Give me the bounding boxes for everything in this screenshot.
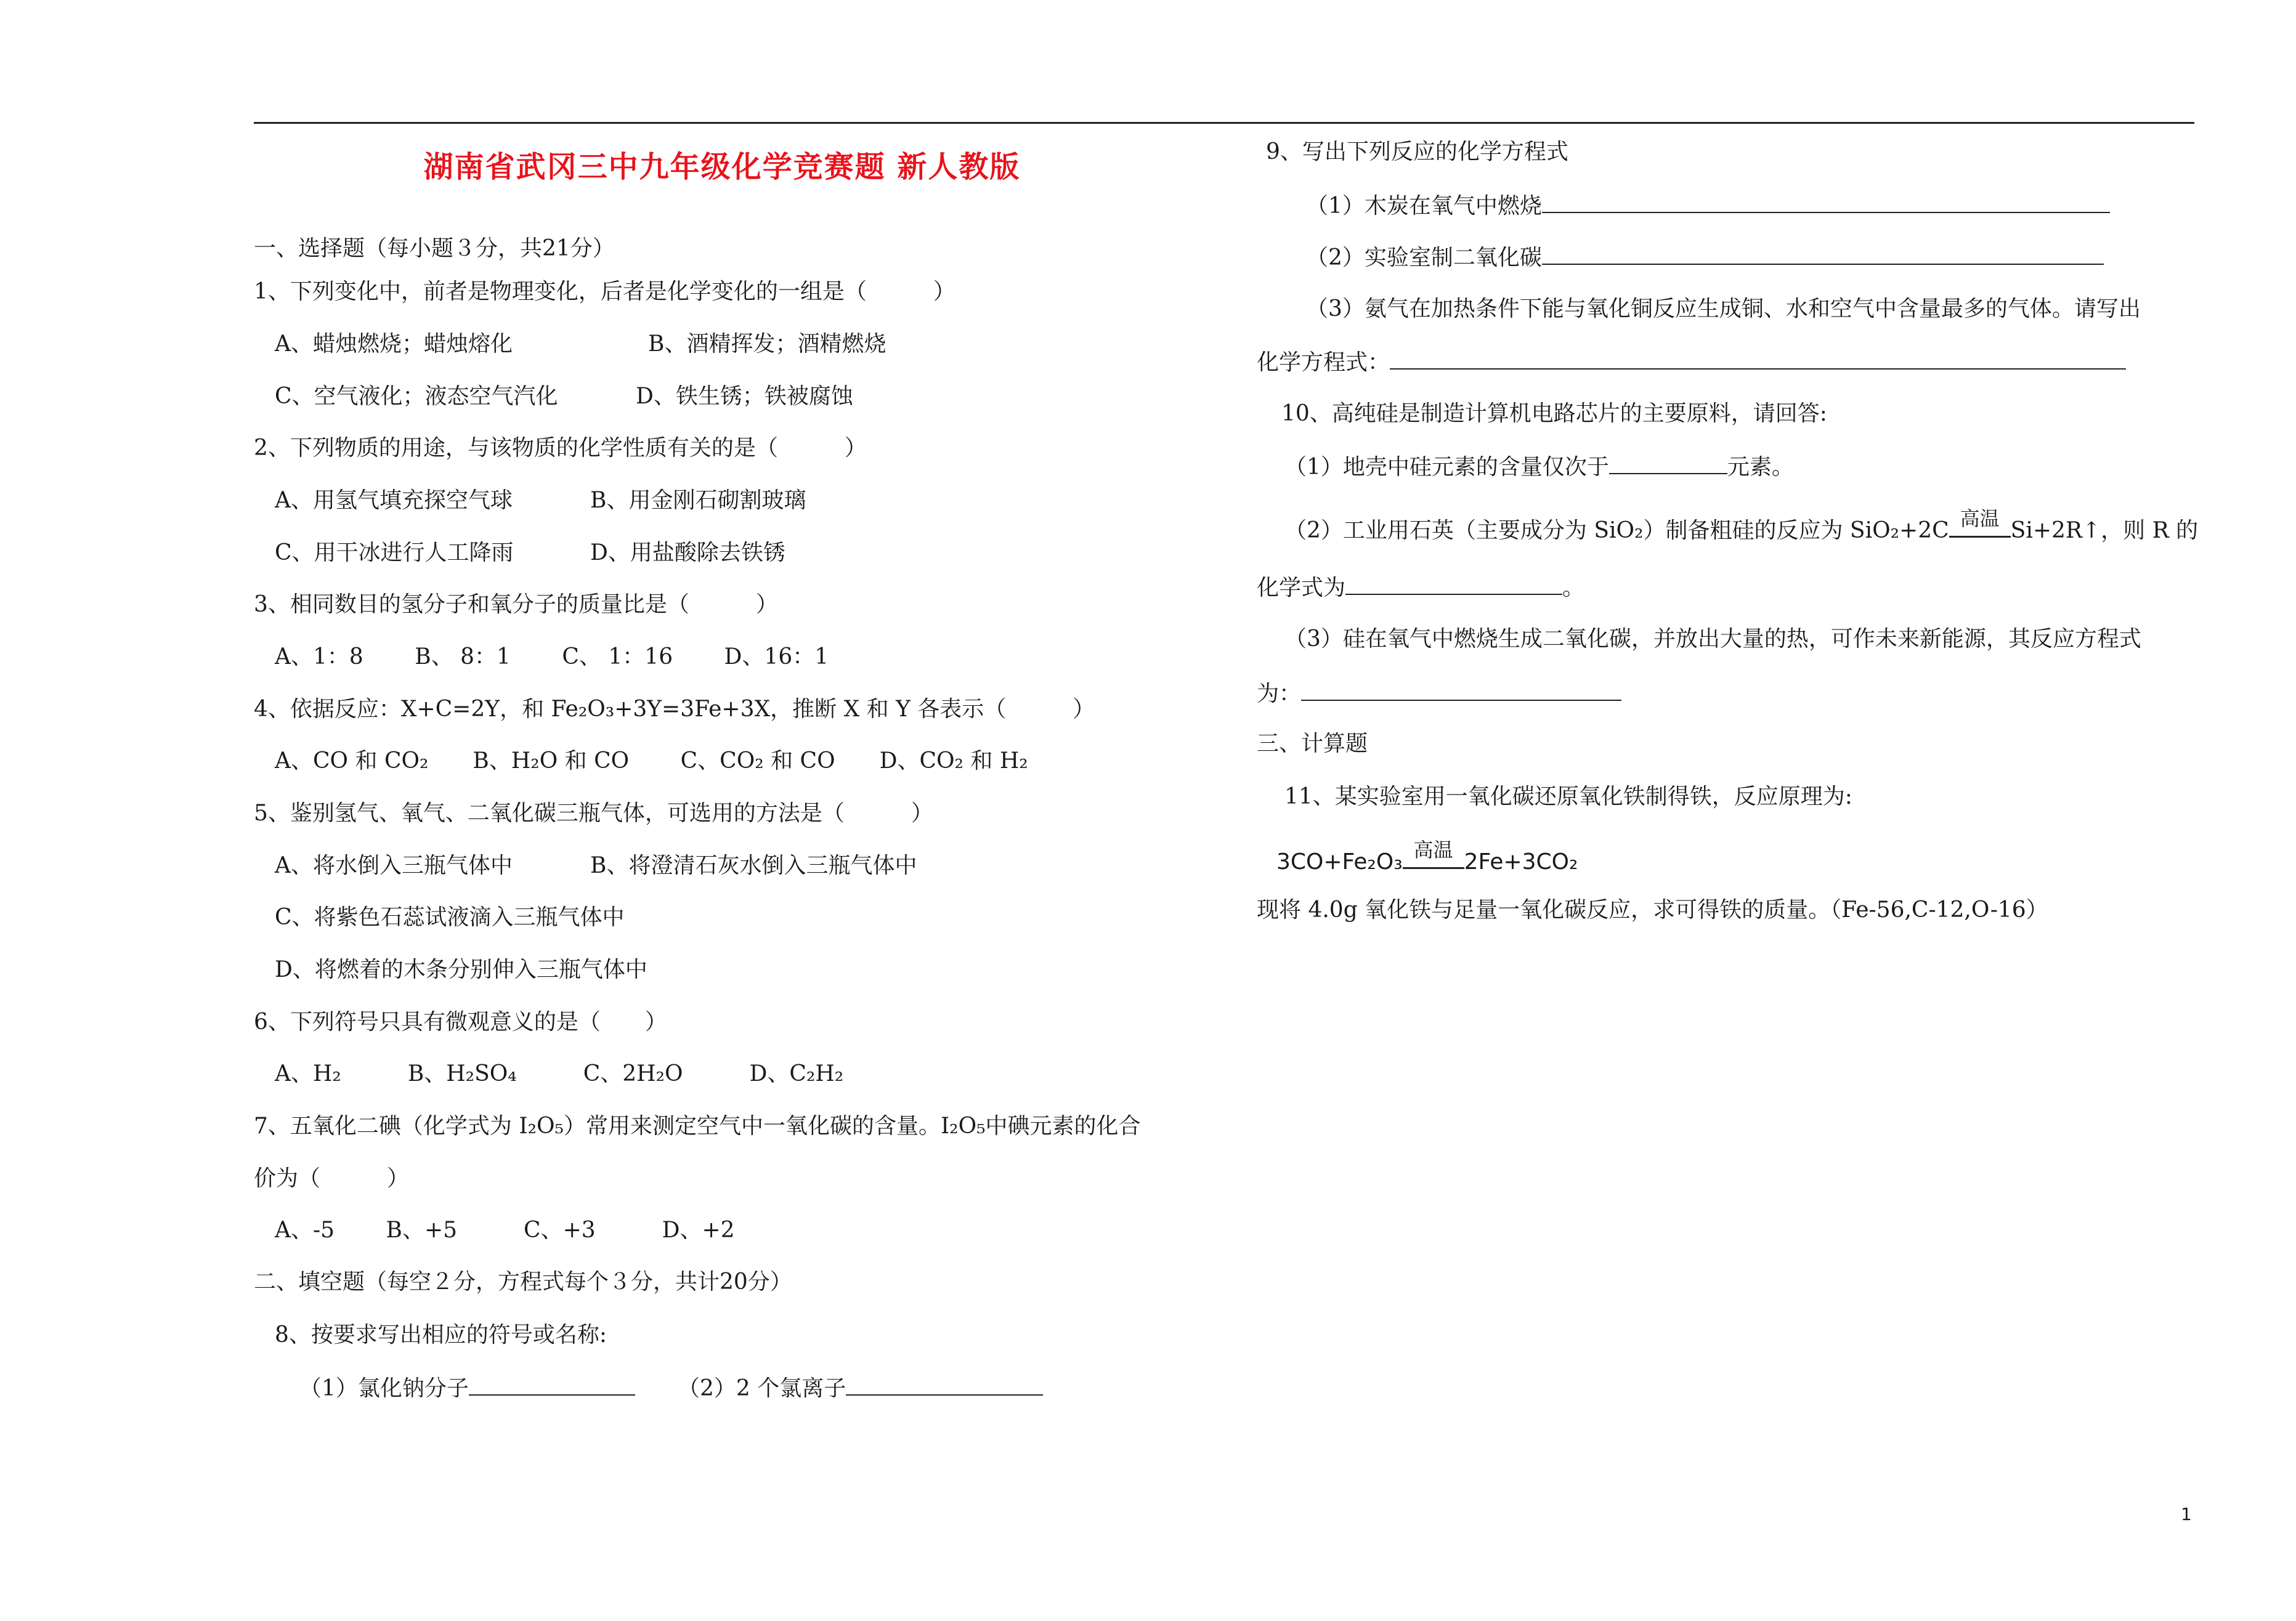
option-text: D、将燃着的木条分别伸入三瓶气体中 <box>275 957 647 982</box>
section-heading: 一、选择题（每小题３分，共21分） <box>254 236 615 261</box>
option-text: D、用盐酸除去铁锈 <box>590 540 785 565</box>
option-text: B、用金刚石砌割玻璃 <box>590 488 806 513</box>
page-number: 1 <box>2181 1504 2192 1524</box>
header-rule <box>254 122 2194 124</box>
prompt-text: 化学方程式： <box>1257 350 1390 375</box>
options-line: A、1：8 B、 8：1 C、 1：16 D、16：1 <box>275 644 829 669</box>
prompt-text: （1）地壳中硅元素的含量仅次于 <box>1284 455 1609 480</box>
question-text: 1、下列变化中，前者是物理变化，后者是化学变化的一组是（ ） <box>254 279 955 304</box>
prompt-text: （2）实验室制二氧化碳 <box>1306 245 1542 270</box>
reaction-condition: 高温 <box>1413 838 1453 862</box>
reaction-equation <box>1276 838 1578 876</box>
fill-blank-line <box>1257 573 1584 602</box>
option-text: A、将水倒入三瓶气体中 <box>275 853 513 878</box>
prompt-text: 。 <box>1562 575 1585 600</box>
answer-blank[interactable] <box>1301 679 1621 701</box>
options-line: A、H₂ B、H₂SO₄ C、2H₂O D、C₂H₂ <box>275 1061 844 1086</box>
reaction-condition: 高温 <box>1960 507 2000 530</box>
fill-blank-line <box>299 1373 635 1402</box>
fill-blank-line <box>678 1373 1043 1402</box>
question-text: 11、某实验室用一氧化碳还原氧化铁制得铁，反应原理为: <box>1284 784 1852 809</box>
prompt-text: 化学式为 <box>1257 575 1346 600</box>
answer-blank[interactable] <box>1542 191 2110 213</box>
answer-blank[interactable] <box>1390 347 2126 370</box>
answer-blank[interactable] <box>469 1373 635 1396</box>
option-text: B、酒精挥发；酒精燃烧 <box>648 331 886 357</box>
question-text: 7、五氧化二碘（化学式为 I₂O₅）常用来测定空气中一氧化碳的含量。I₂O₅中碘元素的化合 <box>254 1114 1141 1139</box>
question-text: 6、下列符号只具有微观意义的是（ ） <box>254 1009 667 1035</box>
question-text: 4、依据反应：X+C=2Y，和 Fe₂O₃+3Y=3Fe+3X，推断 X 和 Y 各表示（ ） <box>254 697 1095 722</box>
fill-blank-line <box>1306 191 2110 220</box>
fill-blank-line <box>1284 452 1794 481</box>
question-text: 5、鉴别氢气、氧气、二氧化碳三瓶气体，可选用的方法是（ ） <box>254 801 933 826</box>
prompt-text: 元素。 <box>1727 455 1794 480</box>
question-text: 8、按要求写出相应的符号或名称: <box>275 1322 607 1348</box>
answer-blank[interactable] <box>846 1373 1043 1396</box>
fill-blank-line <box>1257 679 1621 708</box>
option-text: D、铁生锈；铁被腐蚀 <box>636 384 853 409</box>
question-text: 9、写出下列反应的化学方程式 <box>1266 139 1568 164</box>
answer-blank[interactable] <box>1542 243 2104 265</box>
section-heading: 三、计算题 <box>1257 731 1368 756</box>
prompt-text: （2）工业用石英（主要成分为 SiO₂）制备粗硅的反应为 SiO₂+2C <box>1284 518 1949 543</box>
prompt-text: （1）木炭在氧气中燃烧 <box>1306 193 1542 219</box>
question-text: 价为（ ） <box>254 1166 410 1191</box>
option-text: C、空气液化；液态空气汽化 <box>275 384 558 409</box>
reaction-arrow <box>1403 838 1464 869</box>
fill-blank-line <box>1257 347 2126 376</box>
question-text <box>1284 507 2199 544</box>
reaction-arrow <box>1949 507 2011 538</box>
question-text: 10、高纯硅是制造计算机电路芯片的主要原料，请回答: <box>1281 401 1827 426</box>
option-text: A、用氢气填充探空气球 <box>275 488 513 513</box>
options-line: A、CO 和 CO₂ B、H₂O 和 CO C、CO₂ 和 CO D、CO₂ 和 H₂ <box>275 748 1028 774</box>
option-text: A、蜡烛燃烧；蜡烛熔化 <box>275 331 513 357</box>
answer-blank[interactable] <box>1609 452 1727 474</box>
equation-right: 2Fe+3CO₂ <box>1464 849 1578 875</box>
prompt-text: 为： <box>1257 681 1302 706</box>
question-text: （3）氨气在加热条件下能与氧化铜反应生成铜、水和空气中含量最多的气体。请写出 <box>1306 296 2141 321</box>
answer-blank[interactable] <box>1345 573 1562 595</box>
section-heading: 二、填空题（每空２分，方程式每个３分，共计20分） <box>254 1269 792 1295</box>
option-text: C、用干冰进行人工降雨 <box>275 540 514 565</box>
question-text: 现将 4.0g 氧化铁与足量一氧化碳反应，求可得铁的质量。（Fe-56,C-12,O-16） <box>1257 897 2048 923</box>
question-text: 2、下列物质的用途，与该物质的化学性质有关的是（ ） <box>254 435 867 461</box>
option-text: B、将澄清石灰水倒入三瓶气体中 <box>590 853 917 878</box>
prompt-text: （2）2 个氯离子 <box>678 1376 846 1401</box>
question-text: 3、相同数目的氢分子和氧分子的质量比是（ ） <box>254 592 778 617</box>
question-text: （3）硅在氧气中燃烧生成二氧化碳，并放出大量的热，可作未来新能源，其反应方程式 <box>1284 626 2141 652</box>
page-title: 湖南省武冈三中九年级化学竞赛题 新人教版 <box>423 150 1021 184</box>
option-text: C、将紫色石蕊试液滴入三瓶气体中 <box>275 905 625 930</box>
prompt-text: （1）氯化钠分子 <box>299 1376 469 1401</box>
options-line: A、-5 B、+5 C、+3 D、+2 <box>275 1218 735 1243</box>
fill-blank-line <box>1306 243 2104 272</box>
prompt-text: Si+2R↑，则 R 的 <box>2010 518 2199 543</box>
equation-left: 3CO+Fe₂O₃ <box>1276 849 1403 875</box>
